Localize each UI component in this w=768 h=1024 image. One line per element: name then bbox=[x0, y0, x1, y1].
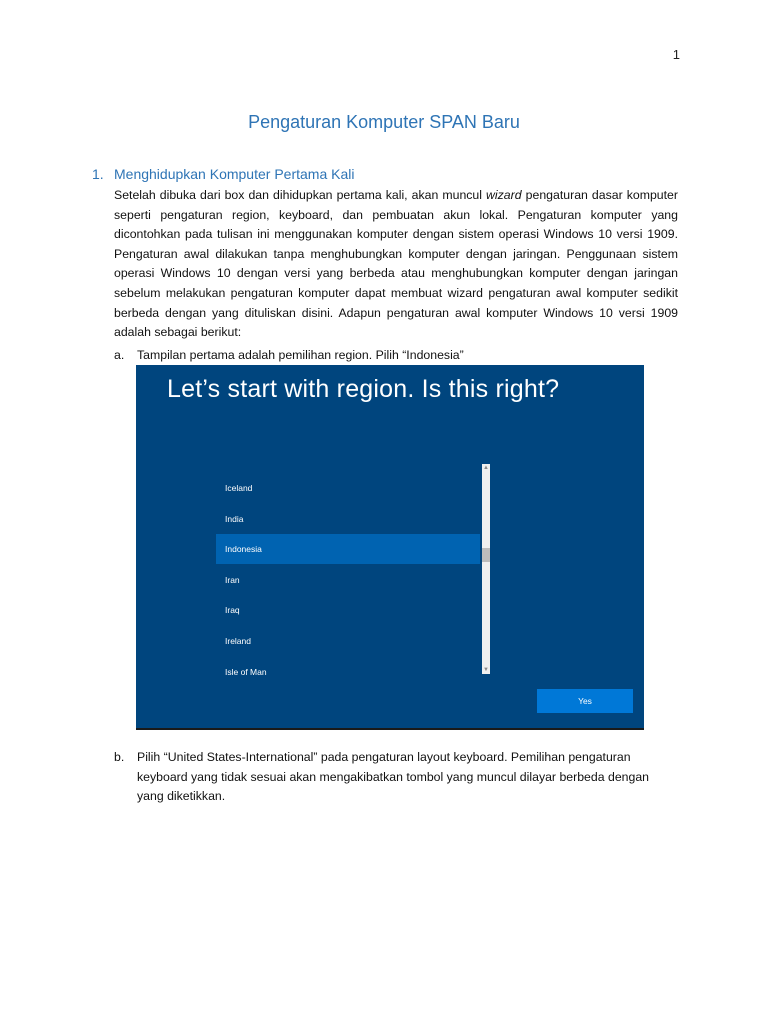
paragraph-italic-term: wizard bbox=[486, 188, 522, 202]
region-setup-screenshot bbox=[136, 365, 644, 730]
section-number: 1. bbox=[92, 166, 104, 182]
scrollbar-thumb[interactable] bbox=[482, 548, 490, 562]
setup-heading: Let’s start with region. Is this right? bbox=[167, 375, 560, 403]
yes-button[interactable]: Yes bbox=[537, 689, 633, 713]
region-item[interactable]: Iran bbox=[225, 575, 240, 585]
region-item[interactable]: Isle of Man bbox=[225, 667, 267, 675]
region-item[interactable]: Iraq bbox=[225, 605, 240, 615]
document-title: Pengaturan Komputer SPAN Baru bbox=[248, 112, 520, 132]
section-heading bbox=[92, 166, 354, 182]
paragraph-part-2: pengaturan dasar komputer seperti pengaturan region, keyboard, dan pembuatan akun lokal. Pengaturan komputer yang dicontohkan pada tulisan ini menggunakan komputer dengan sistem operasi Windows 10 versi 1909. Pengaturan awal dilakukan tanpa menghubungkan komputer dengan jaringan. Penggunaan sistem operasi Windows 10 dengan versi yang berbeda atau menghubungkan komputer dengan jaringan sebelum melakukan pengaturan komputer dapat membuat wizard pengaturan awal komputer sedikit berbeda dengan yang dituliskan disini. Adapun pengaturan awal komputer Windows 10 versi 1909 adalah sebagai berikut: bbox=[114, 188, 678, 340]
region-item[interactable]: India bbox=[225, 514, 244, 524]
page-number: 1 bbox=[672, 47, 680, 62]
step-b bbox=[114, 748, 674, 807]
step-a bbox=[114, 346, 674, 366]
region-list[interactable] bbox=[216, 469, 480, 675]
region-item[interactable]: Iceland bbox=[225, 483, 253, 493]
region-list-scrollbar[interactable] bbox=[482, 464, 490, 674]
section-heading-text: Menghidupkan Komputer Pertama Kali bbox=[114, 166, 355, 182]
step-marker: a. bbox=[114, 348, 125, 362]
paragraph-part-1: Setelah dibuka dari box dan dihidupkan pertama kali, akan muncul bbox=[114, 188, 487, 202]
step-text: Tampilan pertama adalah pemilihan region. Pilih “Indonesia” bbox=[137, 348, 464, 362]
region-item-selected[interactable]: Indonesia bbox=[216, 534, 480, 564]
scroll-down-icon[interactable]: ▼ bbox=[483, 667, 489, 673]
step-marker: b. bbox=[114, 750, 125, 764]
step-text: Pilih “United States-International” pada pengaturan layout keyboard. Pemilihan pengaturan keyboard yang tidak sesuai akan mengakibatkan tombol yang muncul dilayar berbeda dengan yang diketikkan. bbox=[137, 750, 650, 804]
region-item[interactable]: Ireland bbox=[225, 636, 251, 646]
scroll-up-icon[interactable]: ▲ bbox=[483, 465, 489, 471]
intro-paragraph bbox=[114, 186, 678, 343]
